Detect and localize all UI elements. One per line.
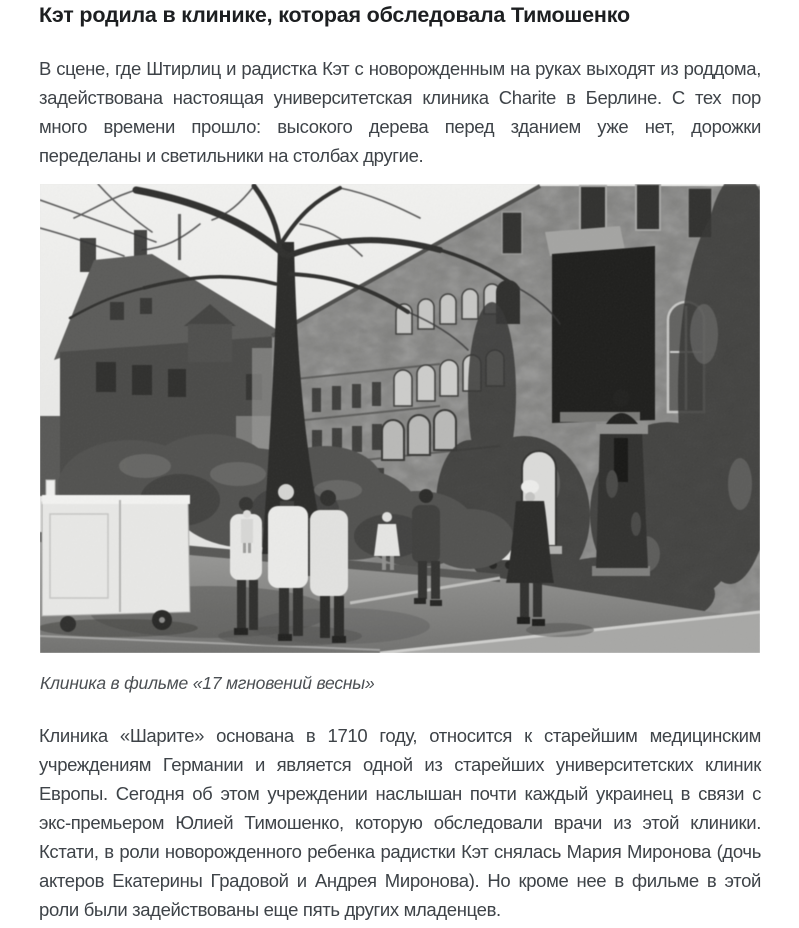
article-figure	[40, 184, 760, 695]
article-paragraph-2: Клиника «Шарите» основана в 1710 году, относится к старейшим медицинским учреждениям Германии и является одной из старейших университетских клиник Европы. Сегодня об этом учреждении наслышан почти каждый украинец в связи с экс-премьером Юлией Тимошенко, которую обследовали врачи из этой клиники. Кстати, в роли новорожденного ребенка радистки Кэт снялась Мария Миронова (дочь актеров Екатерины Градовой и Андрея Миронова). Но кроме нее в фильме в этой роли были задействованы еще пять других младенцев.	[39, 725, 761, 921]
photo-grain-overlay	[40, 184, 760, 653]
clinic-photo	[40, 184, 760, 653]
photo-caption: Клиника в фильме «17 мгновений весны»	[40, 673, 375, 694]
clinic-photo-illustration	[40, 184, 760, 653]
article-paragraph-1: В сцене, где Штирлиц и радистка Кэт с новорожденным на руках выходят из роддома, задействована настоящая университетская клиника Charite в Берлине. С тех пор много времени прошло: высокого дерева перед зданием уже нет, дорожки переделаны и светильники на столбах другие.	[39, 58, 761, 167]
article-title: Кэт родила в клинике, которая обследовала Тимошенко	[39, 3, 630, 27]
